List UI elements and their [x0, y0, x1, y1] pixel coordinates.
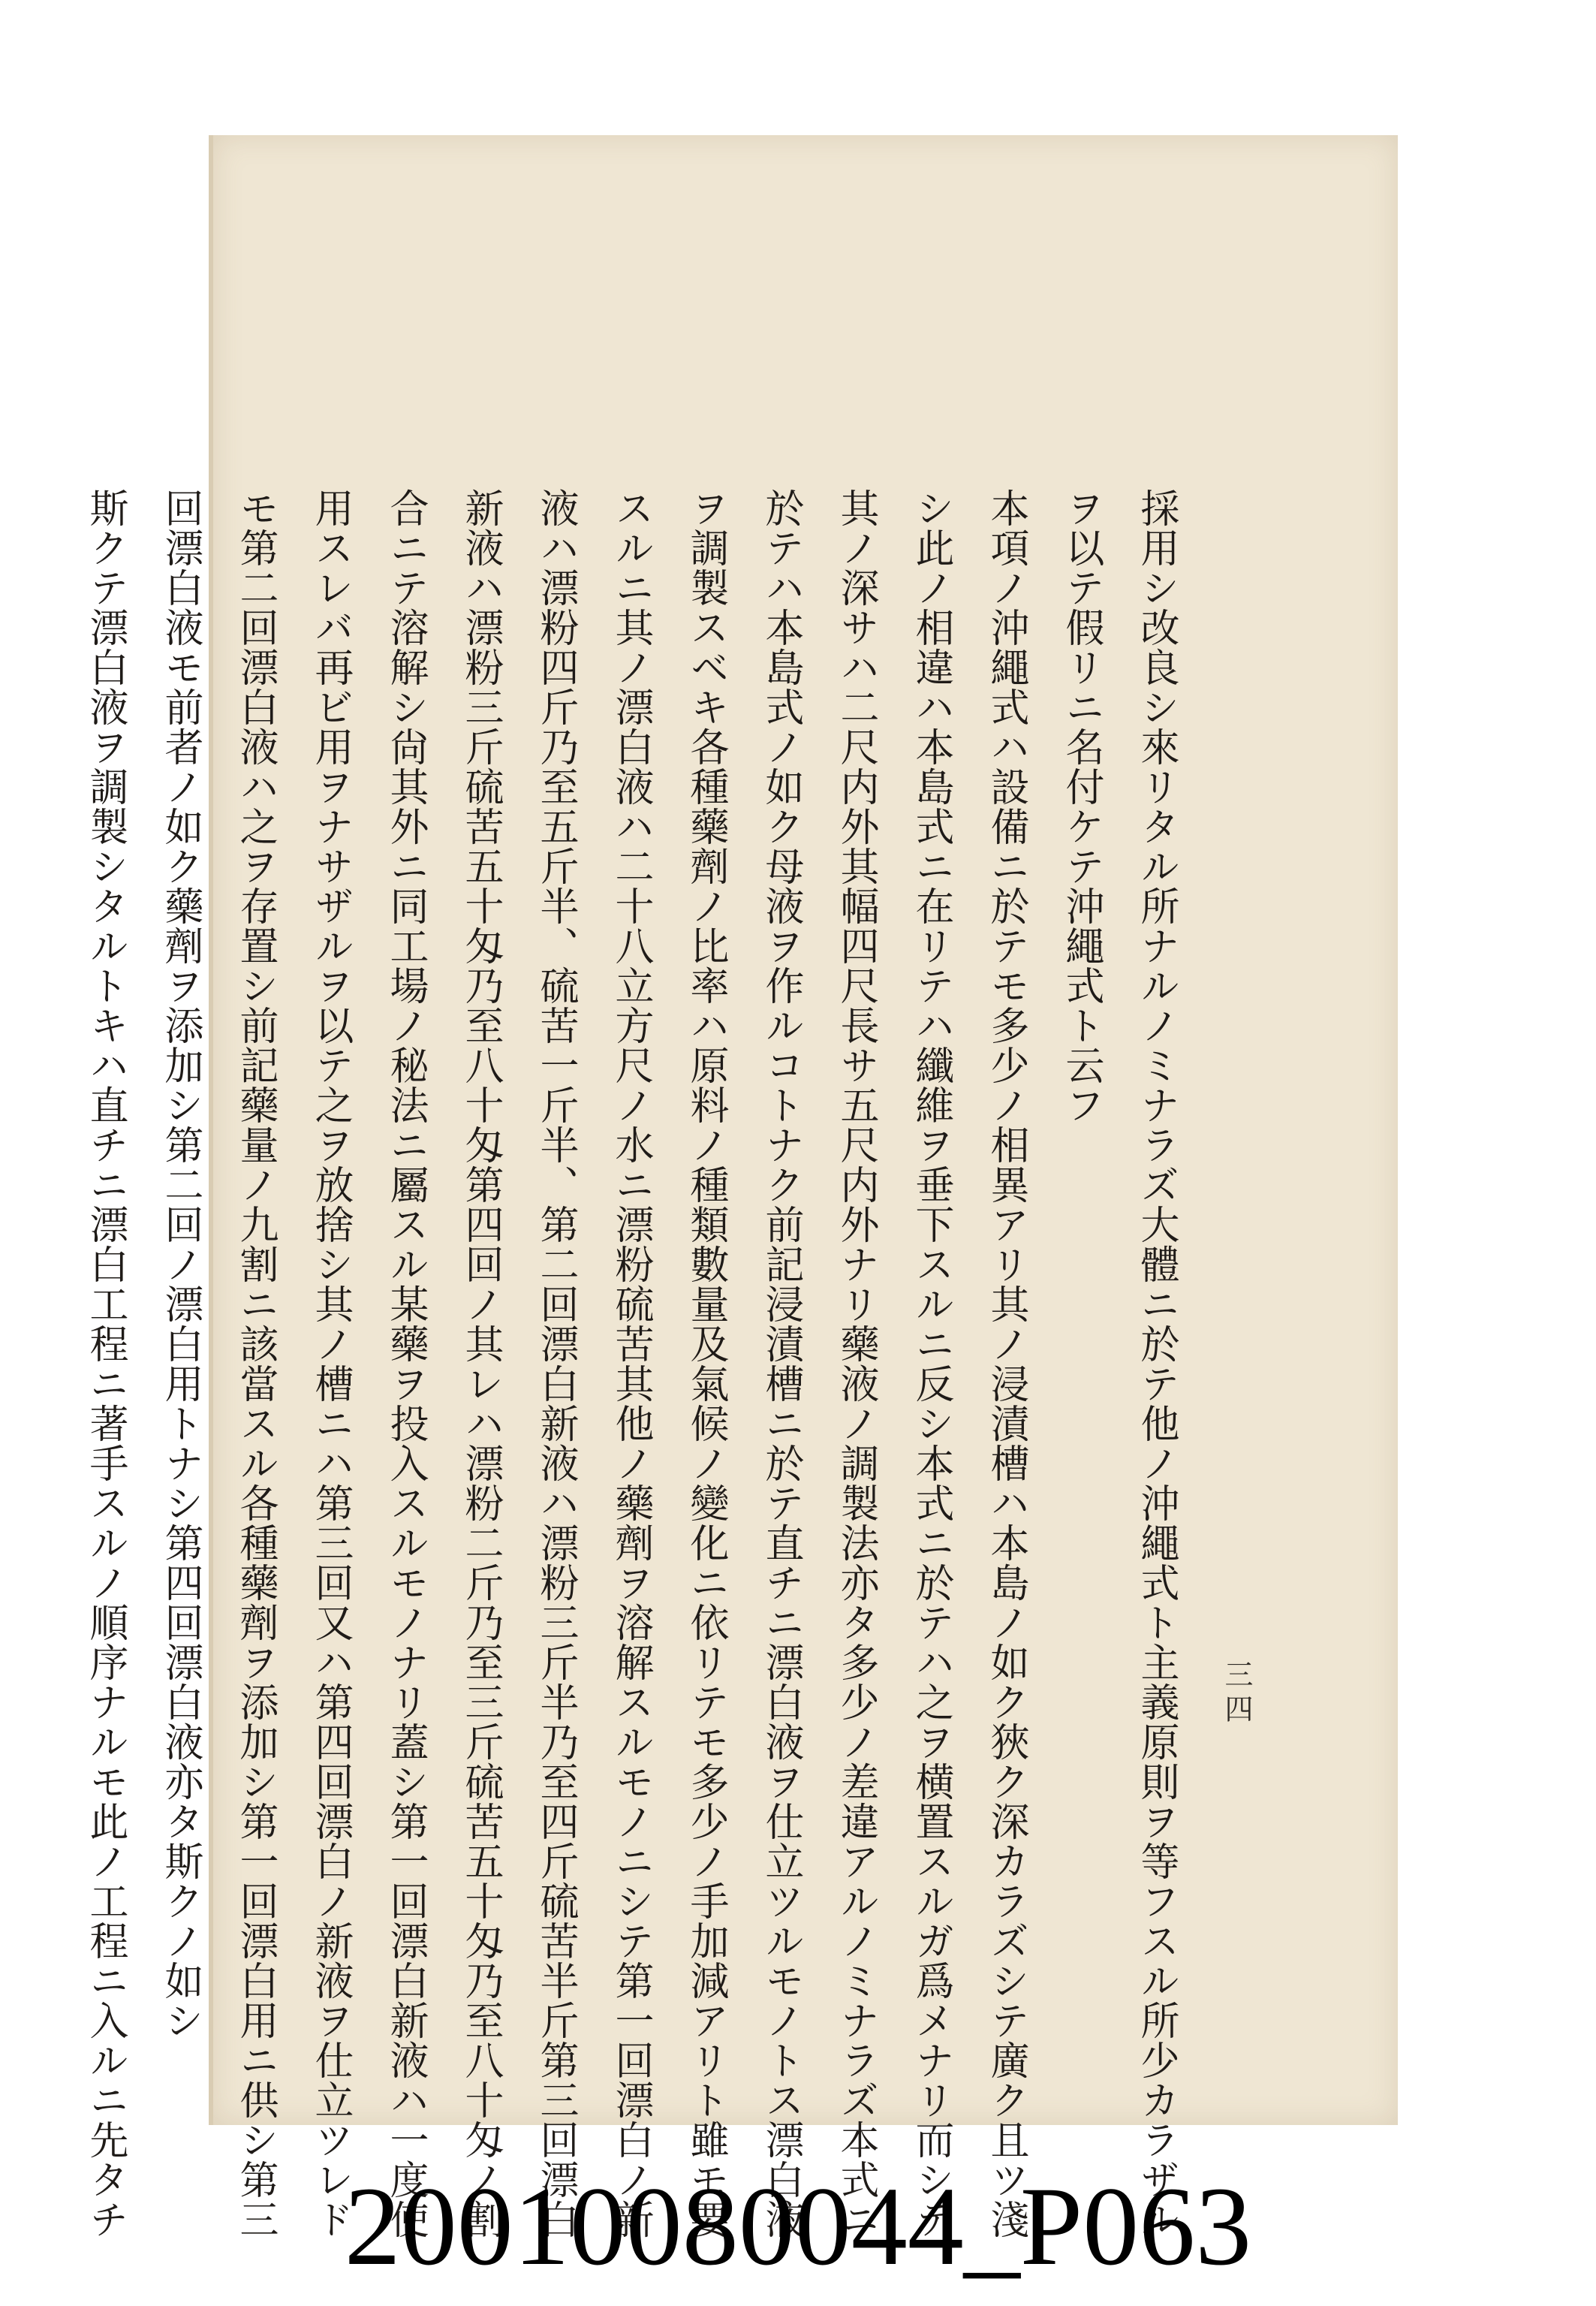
text-line: ヲ調製スベキ各種藥劑ノ比率ハ原料ノ種類數量及氣候ノ變化ニ依リテモ多少ノ手加減アリト雖モ要: [683, 488, 728, 2239]
text-line: 於テハ本島式ノ如ク母液ヲ作ルコトナク前記浸漬槽ニ於テ直チニ漂白液ヲ仕立ツルモノトス漂白液: [758, 488, 803, 2239]
text-line: 液ハ漂粉四斤乃至五斤半、硫苦一斤半、第二回漂白新液ハ漂粉三斤半乃至四斤硫苦半斤第三回漂白: [533, 488, 578, 2239]
text-line: 回漂白液モ前者ノ如ク藥劑ヲ添加シ第二回ノ漂白用トナシ第四回漂白液亦タ斯クノ如シ: [158, 488, 203, 2040]
text-line: ヲ以テ假リニ名付ケテ沖繩式ト云フ: [1058, 488, 1104, 1125]
text-line: 斯クテ漂白液ヲ調製シタルトキハ直チニ漂白工程ニ著手スルノ順序ナルモ此ノ工程ニ入ルニ先タチ: [83, 488, 128, 2239]
text-line: 其ノ深サハ二尺内外其幅四尺長サ五尺内外ナリ藥液ノ調製法亦タ多少ノ差違アルノミナラズ本式ニ: [833, 488, 878, 2239]
text-line: 用スレバ再ビ用ヲナサザルヲ以テ之ヲ放捨シ其ノ槽ニハ第三回又ハ第四回漂白ノ新液ヲ仕立ツレド: [308, 488, 353, 2239]
text-line: モ第二回漂白液ハ之ヲ存置シ前記藥量ノ九割ニ該當スル各種藥劑ヲ添加シ第一回漂白用ニ供シ第三: [233, 488, 278, 2239]
text-line: 合ニテ溶解シ尙其外ニ同工場ノ秘法ニ屬スル某藥ヲ投入スルモノナリ蓋シ第一回漂白新液ハ一度使: [383, 488, 428, 2239]
page-number: 三四: [1220, 1659, 1253, 1729]
text-line: 新液ハ漂粉三斤硫苦五十匁乃至八十匁第四回ノ其レハ漂粉二斤乃至三斤硫苦五十匁乃至八十匁ノ割: [458, 488, 503, 2239]
text-line: 採用シ改良シ來リタル所ナルノミナラズ大體ニ於テ他ノ沖繩式ト主義原則ヲ等フスル所少カラザル: [1134, 488, 1179, 2239]
text-line: スルニ其ノ漂白液ハ二十八立方尺ノ水ニ漂粉硫苦其他ノ藥劑ヲ溶解スルモノニシテ第一回漂白ノ新: [608, 488, 653, 2239]
text-line: シ此ノ相違ハ本島式ニ在リテハ纖維ヲ垂下スルニ反シ本式ニ於テハ之ヲ横置スルガ爲メナリ而シテ: [908, 488, 953, 2239]
text-line: 本項ノ沖繩式ハ設備ニ於テモ多少ノ相異アリ其ノ浸漬槽ハ本島ノ如ク狹ク深カラズシテ廣ク且ツ淺: [983, 488, 1028, 2239]
image-id-caption: 20010080044_P063: [344, 2164, 1252, 2289]
